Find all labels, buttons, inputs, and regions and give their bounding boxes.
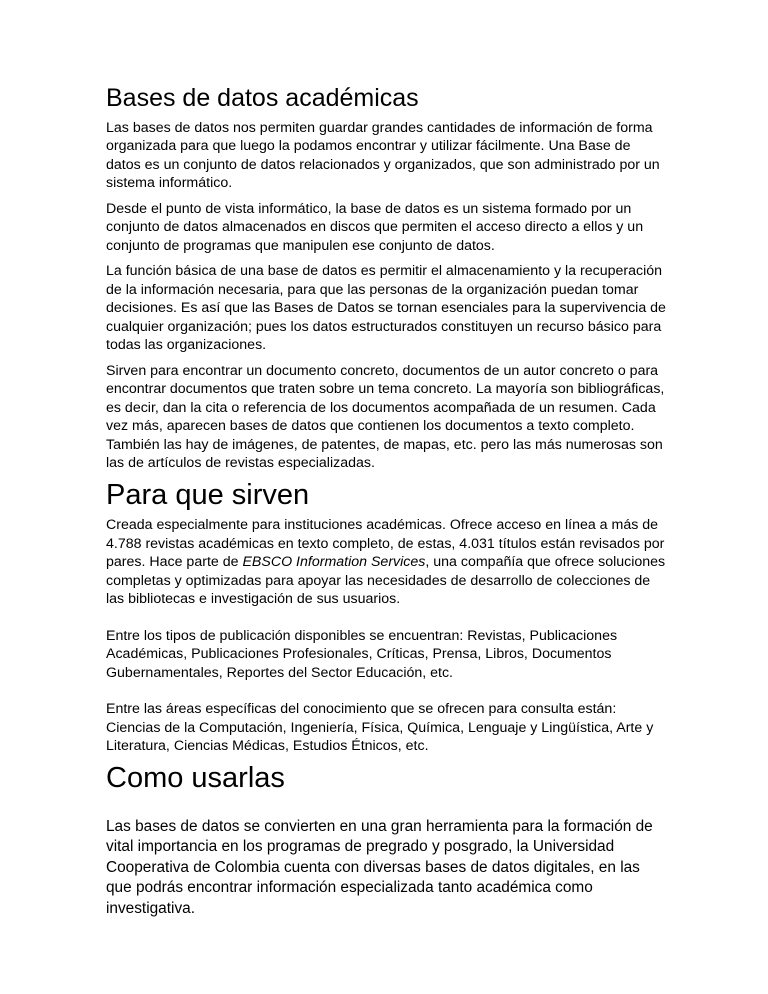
paragraph: La función básica de una base de datos es permitir el almacenamiento y la recuperación de la información necesaria, para que las personas de la organización puedan tomar decisiones. Es así que las Bases de Datos se tornan esenciales para la supervivencia de cualquier organización; pues los datos estructurados constituyen un recurso básico para todas las organizaciones.	[106, 263, 666, 354]
section-title-para-que-sirven: Para que sirven	[106, 478, 310, 511]
paragraph: Las bases de datos nos permiten guardar grandes cantidades de información de forma organizada para que luego la podamos encontrar y utilizar fácilmente. Una Base de datos es un conjunto de datos relacionados y organizados, que son administrado por un sistema informático.	[106, 119, 660, 192]
paragraph-text: , una compañía que ofrece soluciones completas y optimizadas para apoyar las necesidades de desarrollo de colecciones de las bibliotecas e investigación de sus usuarios.	[106, 554, 666, 608]
section-title-bases-de-datos: Bases de datos académicas	[106, 84, 419, 112]
paragraph: Las bases de datos se convierten en una gran herramienta para la formación de vital importancia en los programas de pregrado y posgrado, la Universidad Cooperativa de Colombia cuenta con diversas bases de datos digitales, en las que podrás encontrar información especializada tanto académica como investigativa.	[106, 817, 653, 917]
paragraph-text: Creada especialmente para instituciones académicas. Ofrece acceso en línea a más de 4.788 revistas académicas en texto completo, de estas, 4.031 títulos están revisados por pares. Hace parte de	[106, 517, 665, 571]
ebsco-name: EBSCO Information Services	[242, 554, 426, 571]
paragraph: Entre las áreas específicas del conocimiento que se ofrecen para consulta están: Ciencias de la Computación, Ingeniería, Física, Química, Lenguaje y Lingüística, Arte y Literatura, Ciencias Médicas, Estudios Étnicos, etc.	[106, 701, 654, 755]
paragraph: Desde el punto de vista informático, la base de datos es un sistema formado por un conjunto de datos almacenados en discos que permiten el acceso directo a ellos y un conjunto de programas que manipulen ese conjunto de datos.	[106, 200, 644, 254]
paragraph: Sirven para encontrar un documento concreto, documentos de un autor concreto o para encontrar documentos que traten sobre un tema concreto. La mayoría son bibliográficas, es decir, dan la cita o referencia de los documentos acompañada de un resumen. Cada vez más, aparecen bases de datos que contienen los documentos a texto completo. También las hay de imágenes, de patentes, de mapas, etc. pero las más numerosas son las de artículos de revistas especializadas.	[106, 362, 665, 472]
paragraph: Entre los tipos de publicación disponibles se encuentran: Revistas, Publicaciones Académicas, Publicaciones Profesionales, Críticas, Prensa, Libros, Documentos Gubernamentales, Reportes del Sector Educación, etc.	[106, 627, 618, 681]
paragraph	[106, 516, 668, 609]
section-title-como-usarlas: Como usarlas	[106, 761, 285, 794]
